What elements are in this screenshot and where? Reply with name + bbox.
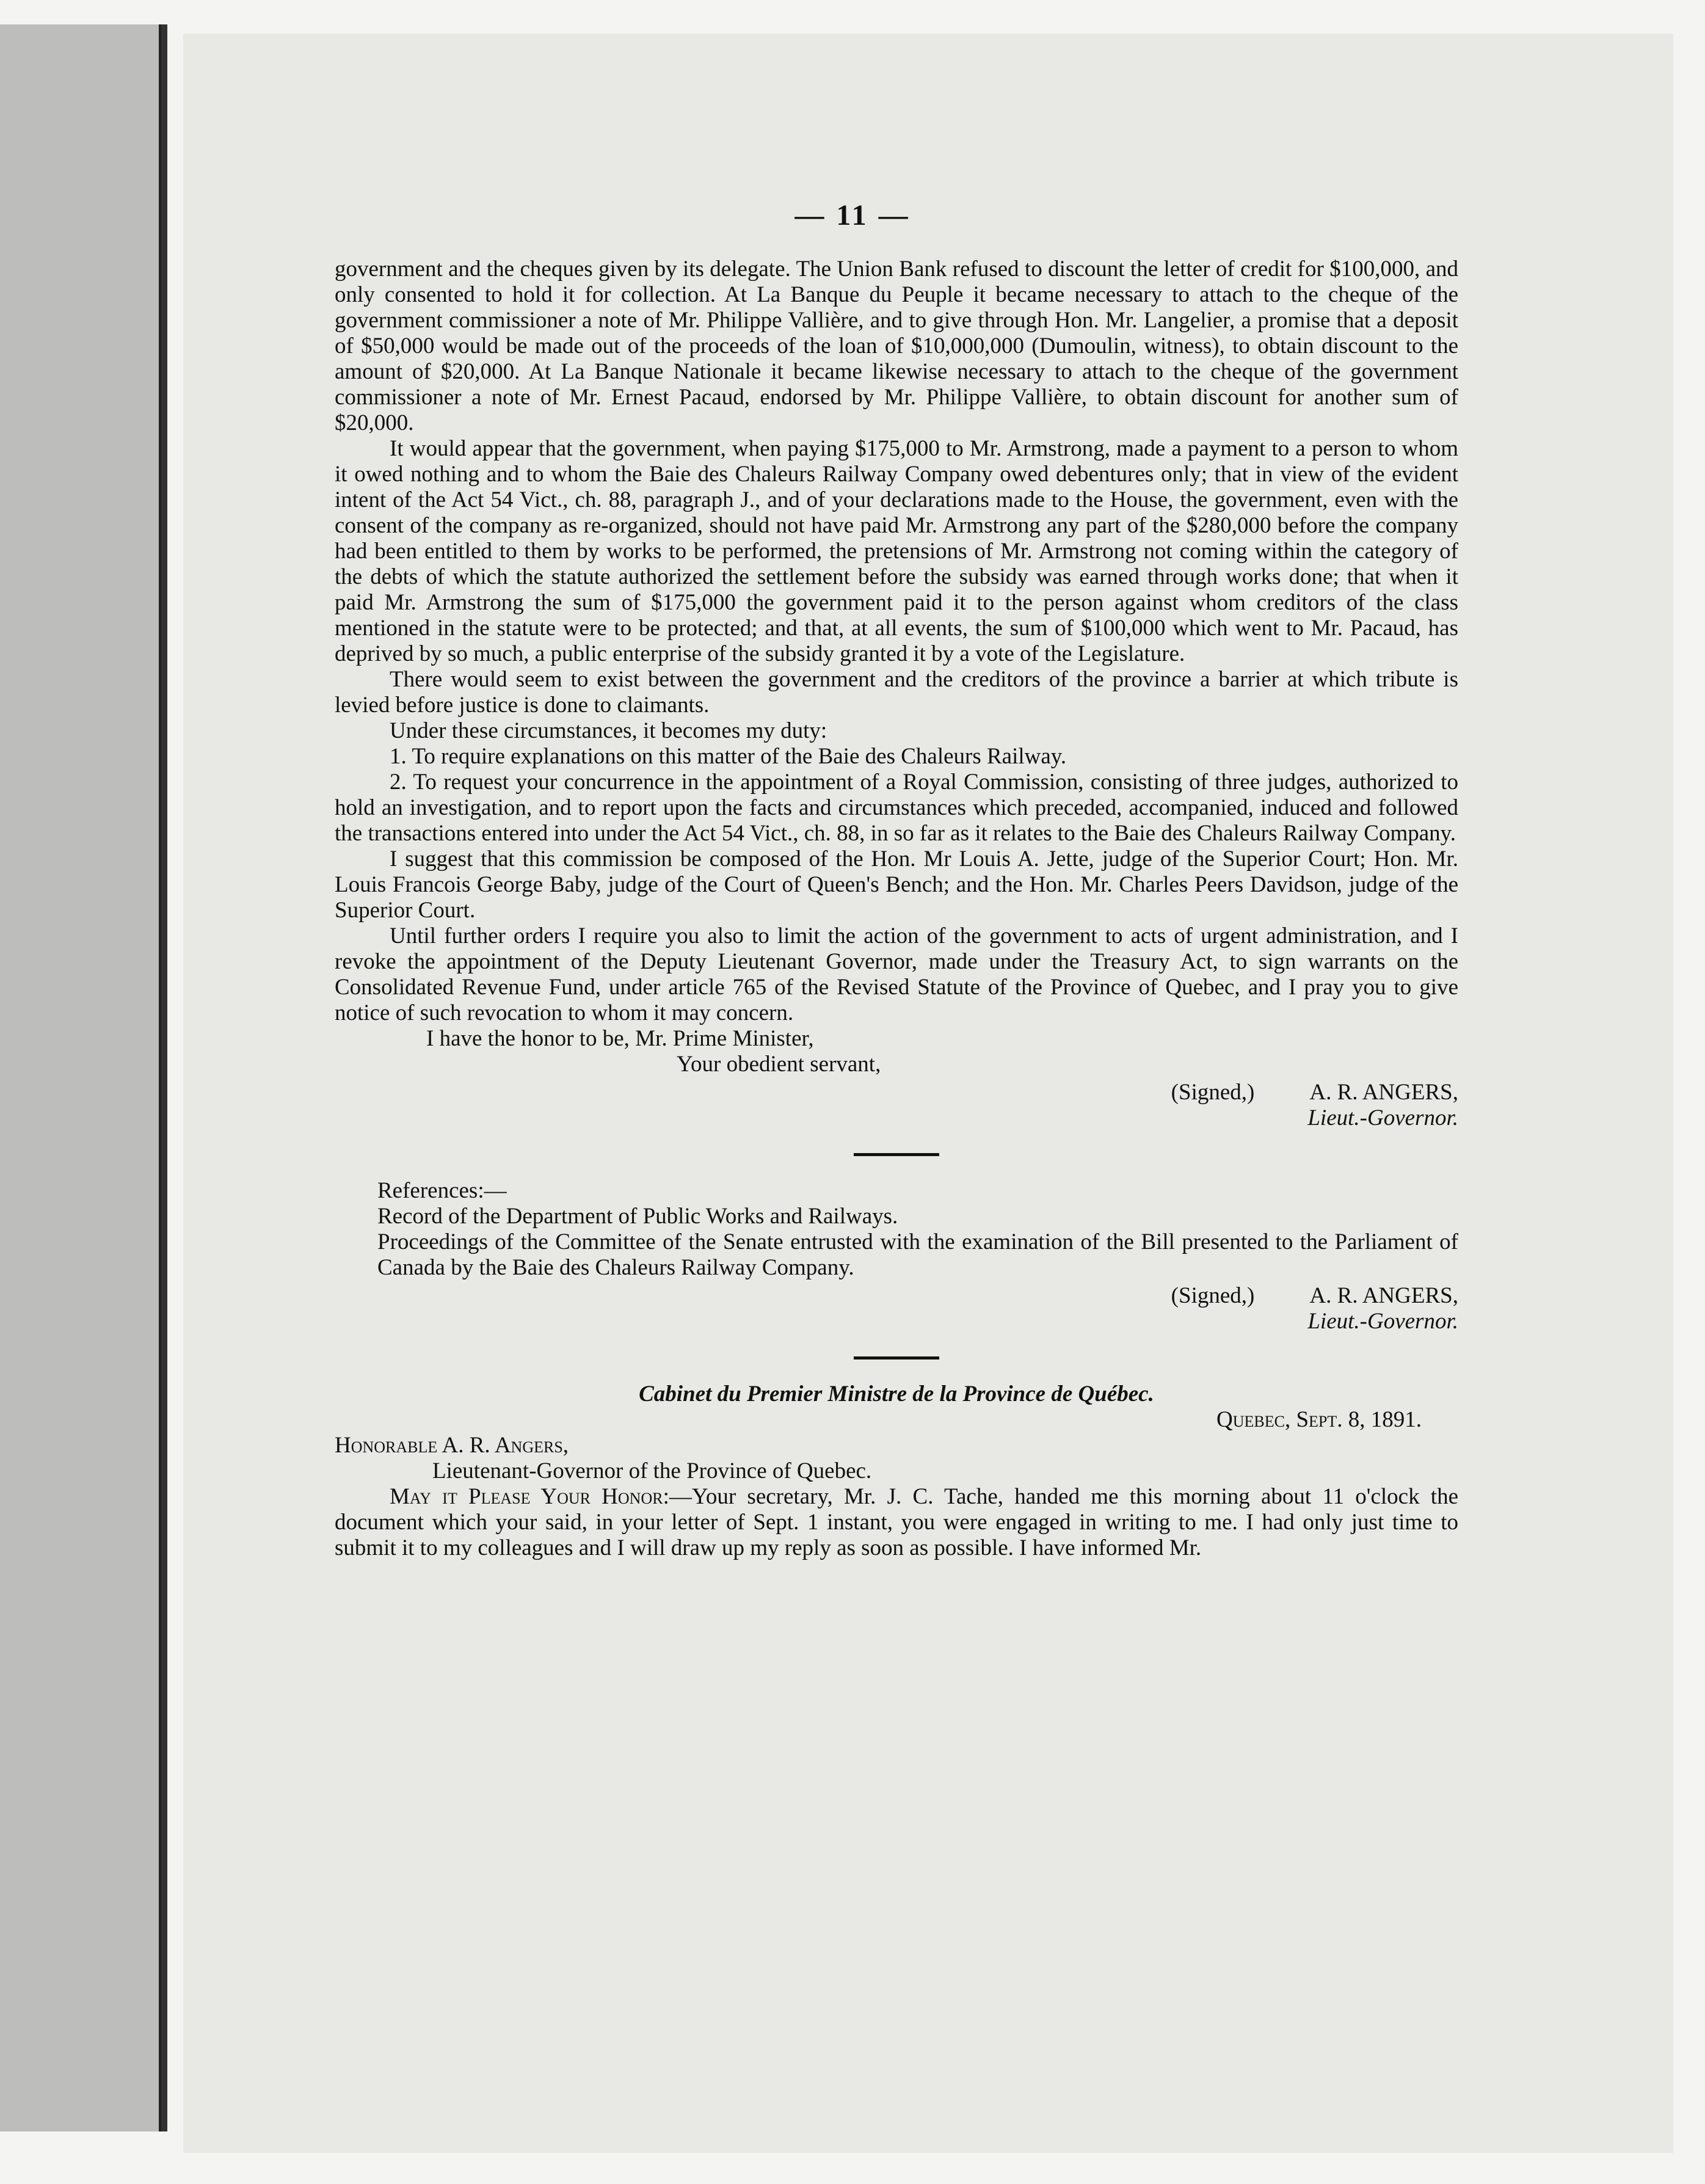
signatory-title: Lieut.-Governor. [1307, 1105, 1458, 1130]
signed-label: (Signed,) [1171, 1080, 1255, 1105]
paragraph-4: Under these circumstances, it becomes my duty: [390, 718, 827, 743]
document-body [335, 257, 1458, 1561]
section-divider [854, 1356, 939, 1360]
references-heading: References:— [377, 1178, 507, 1203]
paragraph-commission: I suggest that this commission be composed of the Hon. Mr Louis A. Jette, judge of the Superior Court; Hon. Mr. Louis Francois George Baby, judge of the Court of Queen's Bench; and the Hon. Mr. Charles Peers Davidson, judge of the Superior Court. [335, 846, 1458, 923]
place-date: Quebec, Sept. 8, 1891. [1216, 1407, 1422, 1432]
signatory-name: A. R. ANGERS, [1309, 1283, 1458, 1308]
signature-line [335, 1080, 1458, 1105]
signatory-title: Lieut.-Governor. [1307, 1309, 1458, 1334]
signature-line-2 [335, 1283, 1458, 1309]
addressee-name: Honorable A. R. Angers, [335, 1433, 569, 1458]
list-item-1: 1. To require explanations on this matter of the Baie des Chaleurs Railway. [390, 744, 1067, 769]
closing-line-2: Your obedient servant, [677, 1052, 881, 1077]
reference-item: Proceedings of the Committee of the Senate entrusted with the examination of the Bill presented to the Parliament of Canada by the Baie des Chaleurs Railway Company. [377, 1229, 1458, 1280]
closing-line-1: I have the honor to be, Mr. Prime Minister, [426, 1026, 814, 1051]
references [335, 1178, 1458, 1281]
signatory-name: A. R. ANGERS, [1309, 1080, 1458, 1105]
page-number: — 11 — [794, 199, 911, 231]
binding-shadow [161, 24, 167, 2131]
paragraph-2: It would appear that the government, when paying $175,000 to Mr. Armstrong, made a payment to a person to whom it owed nothing and to whom the Baie des Chaleurs Railway Company owed debentures only; that in view of the evident intent of the Act 54 Vict., ch. 88, paragraph J., and of your declarations made to the House, the government, even with the consent of the company as re-organized, should not have paid Mr. Armstrong any part of the $280,000 before the company had been entitled to them by works to be performed, the pretensions of Mr. Armstrong not coming within the category of the debts of which the statute authorized the settlement before the subsidy was earned through works done; that when it paid Mr. Armstrong the sum of $175,000 the government paid it to the person against whom creditors of the class mentioned in the statute were to be protected; and that, at all events, the sum of $100,000 which went to Mr. Pacaud, has deprived by so much, a public enterprise of the subsidy granted it by a vote of the Legislature. [335, 436, 1458, 666]
adjacent-page-edge [0, 24, 161, 2131]
salutation: May it Please Your Honor: [390, 1484, 669, 1509]
letter-body [335, 1484, 1458, 1561]
reference-item: Record of the Department of Public Works and Railways. [377, 1204, 898, 1229]
signed-label: (Signed,) [1171, 1283, 1255, 1308]
paragraph-3: There would seem to exist between the government and the creditors of the province a barrier at which tribute is levied before justice is done to claimants. [335, 667, 1458, 718]
office-heading: Cabinet du Premier Ministre de la Province de Québec. [639, 1381, 1154, 1407]
paragraph-1: government and the cheques given by its delegate. The Union Bank refused to discount the letter of credit for $100,000, and only consented to hold it for collection. At La Banque du Peuple it became necessary to attach to the cheque of the government commissioner a note of Mr. Philippe Vallière, and to give through Hon. Mr. Langelier, a promise that a deposit of $50,000 would be made out of the proceeds of the loan of $10,000,000 (Dumoulin, witness), to obtain discount to the amount of $20,000. At La Banque Nationale it became likewise necessary to attach to the cheque of the government commissioner a note of Mr. Ernest Pacaud, endorsed by Mr. Philippe Vallière, to obtain discount for another sum of $20,000. [335, 257, 1458, 435]
letter-body-text: —Your secretary, Mr. J. C. Tache, handed me this morning about 11 o'clock the document which your said, in your letter of Sept. 1 instant, you were engaged in writing to me. I had only just time to submit it to my colleagues and I will draw up my reply as soon as possible. I have informed Mr. [335, 1484, 1458, 1560]
paragraph-orders: Until further orders I require you also to limit the action of the government to acts of urgent administration, and I revoke the appointment of the Deputy Lieutenant Governor, made under the Treasury Act, to sign warrants on the Consolidated Revenue Fund, under article 765 of the Revised Statute of the Province of Quebec, and I pray you to give notice of such revocation to whom it may concern. [335, 923, 1458, 1025]
section-divider [854, 1153, 939, 1156]
list-item-2: 2. To request your concurrence in the appointment of a Royal Commission, consisting of three judges, authorized to hold an investigation, and to report upon the facts and circumstances which preceded, accompanied, induced and followed the transactions entered into under the Act 54 Vict., ch. 88, in so far as it relates to the Baie des Chaleurs Railway Company. [335, 770, 1458, 846]
addressee-title: Lieutenant-Governor of the Province of Quebec. [432, 1458, 872, 1483]
